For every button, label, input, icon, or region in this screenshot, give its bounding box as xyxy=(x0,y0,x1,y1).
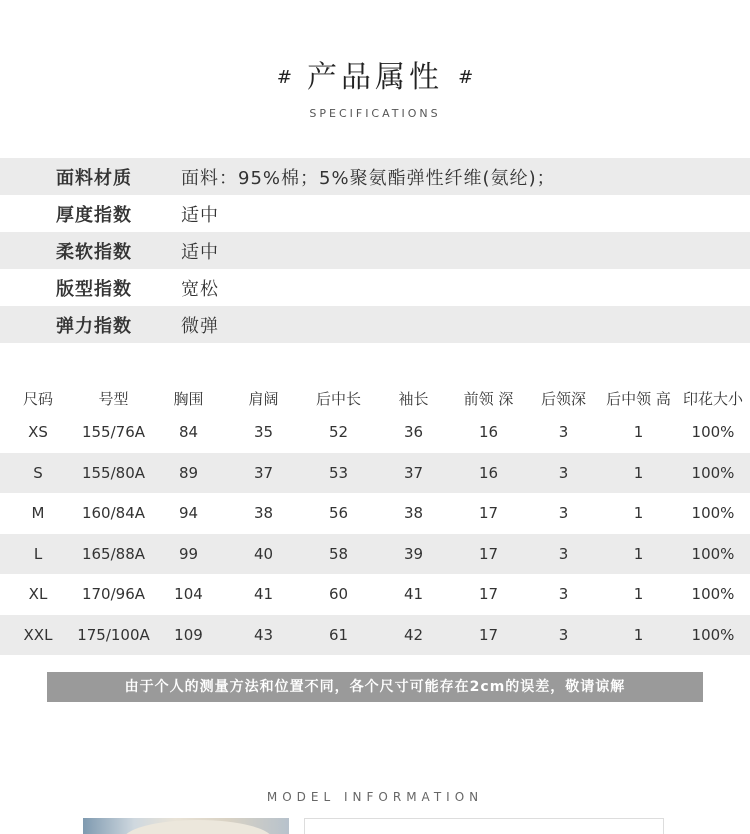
table-cell: 155/76A xyxy=(81,423,146,442)
table-cell: 43 xyxy=(226,615,301,656)
table-cell: 100% xyxy=(676,615,750,656)
attribute-label: 版型指数 xyxy=(56,278,132,300)
table-cell: 100% xyxy=(676,453,750,494)
table-cell: 100% xyxy=(691,585,735,604)
table-cell: 109 xyxy=(151,615,226,656)
table-cell: 52 xyxy=(328,423,349,442)
measurement-note-banner: 由于个人的测量方法和位置不同，各个尺寸可能存在2cm的误差，敬请谅解 xyxy=(47,672,703,702)
model-photo xyxy=(83,818,289,834)
header-cell: 印花大小 xyxy=(682,389,743,408)
table-cell: 3 xyxy=(526,453,601,494)
attribute-value: 适中 xyxy=(181,204,219,226)
table-cell: XL xyxy=(28,585,48,604)
attribute-row xyxy=(0,195,750,232)
table-cell: 3 xyxy=(526,534,601,575)
header-cell: 号型 xyxy=(98,389,129,408)
hat-shape xyxy=(123,820,273,834)
attribute-value: 微弹 xyxy=(181,315,219,337)
attribute-row xyxy=(0,158,750,195)
table-cell: 100% xyxy=(691,504,735,523)
table-cell: 40 xyxy=(226,534,301,575)
table-cell: 1 xyxy=(633,585,644,604)
table-cell: 39 xyxy=(376,534,451,575)
attribute-value: 适中 xyxy=(181,241,219,263)
header-cell: 后中长 xyxy=(315,389,361,408)
table-cell: 160/84A xyxy=(81,504,146,523)
header-cell: 袖长 xyxy=(398,389,429,408)
table-cell: 3 xyxy=(526,615,601,656)
table-cell: 35 xyxy=(253,423,274,442)
table-cell: 3 xyxy=(558,423,569,442)
header-cell: 胸围 xyxy=(173,389,204,408)
attribute-list xyxy=(0,158,750,343)
table-cell: M xyxy=(31,504,45,523)
attribute-row xyxy=(0,232,750,269)
table-cell: 175/100A xyxy=(76,615,151,656)
hash-left: # xyxy=(276,67,292,88)
table-row xyxy=(0,493,750,534)
table-cell: 1 xyxy=(633,423,644,442)
table-cell: XS xyxy=(28,423,48,442)
header-cell: 前领 深 xyxy=(463,389,514,408)
attribute-value: 面料：95%棉；5%聚氨酯弹性纤维(氨纶)； xyxy=(181,167,556,189)
table-cell: 17 xyxy=(451,615,526,656)
table-cell: L xyxy=(0,534,76,575)
table-row xyxy=(0,412,750,453)
table-cell: 37 xyxy=(376,453,451,494)
table-cell: 61 xyxy=(301,615,376,656)
attribute-label: 面料材质 xyxy=(56,167,132,189)
table-cell: 17 xyxy=(451,534,526,575)
table-row xyxy=(0,574,750,615)
size-table xyxy=(0,384,750,655)
header-cell: 后领深 xyxy=(540,389,586,408)
table-cell: 84 xyxy=(178,423,199,442)
page-subtitle: SPECIFICATIONS xyxy=(309,107,441,120)
table-cell: 89 xyxy=(151,453,226,494)
table-cell: 1 xyxy=(601,615,676,656)
table-cell: 37 xyxy=(226,453,301,494)
header-cell: 尺码 xyxy=(22,389,53,408)
hash-right: # xyxy=(458,67,474,88)
table-cell: 38 xyxy=(403,504,424,523)
header-cell: 后中领 高 xyxy=(606,389,671,408)
table-cell: 17 xyxy=(478,585,499,604)
table-cell: 1 xyxy=(601,534,676,575)
table-cell: 170/96A xyxy=(81,585,146,604)
model-section-title: MODEL INFORMATION xyxy=(266,790,484,804)
attribute-label: 厚度指数 xyxy=(56,204,132,226)
table-cell: 165/88A xyxy=(76,534,151,575)
attribute-label: 弹力指数 xyxy=(56,315,132,337)
header-cell: 肩阔 xyxy=(248,389,279,408)
table-cell: 56 xyxy=(328,504,349,523)
table-cell: 17 xyxy=(478,504,499,523)
attribute-value: 宽松 xyxy=(181,278,219,300)
table-cell: 42 xyxy=(376,615,451,656)
table-cell: 60 xyxy=(328,585,349,604)
table-cell: 1 xyxy=(601,453,676,494)
table-cell: 16 xyxy=(478,423,499,442)
table-cell: 53 xyxy=(301,453,376,494)
table-cell: S xyxy=(0,453,76,494)
table-cell: 38 xyxy=(253,504,274,523)
table-cell: 1 xyxy=(633,504,644,523)
table-cell: 16 xyxy=(451,453,526,494)
table-cell: 58 xyxy=(301,534,376,575)
table-cell: 100% xyxy=(691,423,735,442)
table-cell: 100% xyxy=(676,534,750,575)
table-cell: XXL xyxy=(0,615,76,656)
table-row xyxy=(0,453,750,494)
table-cell: 36 xyxy=(403,423,424,442)
attribute-row xyxy=(0,269,750,306)
table-cell: 3 xyxy=(558,585,569,604)
page-title: 产品属性 xyxy=(307,60,443,95)
table-cell: 155/80A xyxy=(76,453,151,494)
table-cell: 3 xyxy=(558,504,569,523)
table-cell: 94 xyxy=(178,504,199,523)
table-cell: 99 xyxy=(151,534,226,575)
model-info-box xyxy=(304,818,664,834)
table-cell: 41 xyxy=(253,585,274,604)
table-cell: 41 xyxy=(403,585,424,604)
attribute-row xyxy=(0,306,750,343)
table-cell: 104 xyxy=(174,585,203,604)
table-row xyxy=(0,534,750,575)
title-wrap xyxy=(0,52,750,96)
table-row xyxy=(0,615,750,656)
size-table-header xyxy=(0,384,750,412)
attribute-label: 柔软指数 xyxy=(56,241,132,263)
